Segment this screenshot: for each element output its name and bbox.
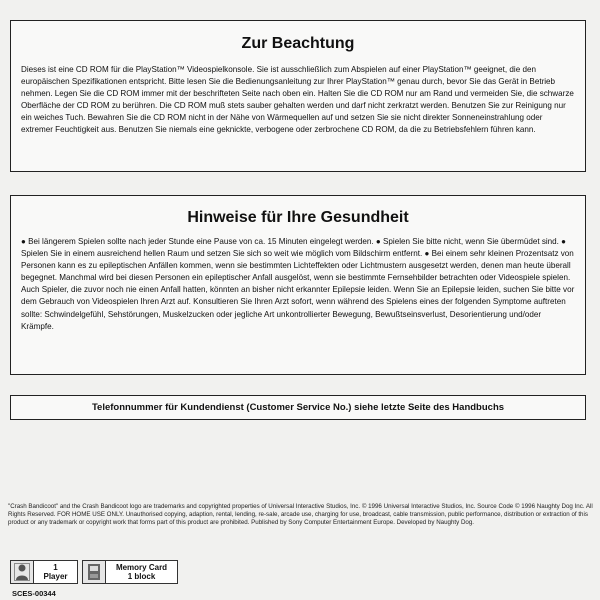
- product-code: SCES-00344: [12, 589, 56, 598]
- bullet-icon: ●: [424, 249, 430, 259]
- bullet-icon: ●: [561, 237, 567, 246]
- notice-text: Dieses ist eine CD ROM für die PlayStation™ Videospielkonsole. Sie ist ausschließlich zum Abspielen auf einer PlayStation™ geeignet, die den europäischen Spezifikationen entspricht. Bitte lesen Sie die Bedienungsanleitung zur Ihrer PlayStation™ genau durch, bevor Sie das Gerät in Betrieb nehmen. Legen Sie die CD ROM immer mit der beschrifteten Seite nach oben ein. Halten Sie die CD ROM nur am Rand und vermeiden Sie, die schwarze Oberfläche der CD ROM zu berühren. Die CD ROM muß stets sauber gehalten werden und darf nicht zerkratzt werden. Benutzen Sie zur Reinigung nur ein weiches Tuch. Bewahren Sie die CD ROM nicht in der Nähe von Wärmequellen auf und setzen Sie sie nicht direkter Sonneneinstrahlung oder extremer Feuchtigkeit aus. Benutzen Sie niemals eine geknickte, verbogene oder zerbrochene CD ROM, da die zu Betriebsfehlern führen kann.: [21, 65, 574, 135]
- bullet-icon: ●: [375, 237, 381, 246]
- customer-service-text: Telefonnummer für Kundendienst (Customer Service No.) siehe letzte Seite des Handbuchs: [91, 402, 505, 413]
- health-bullet-4: Bei einem sehr kleinen Prozentsatz von Personen kann es zu epileptischen Anfällen kommen, wenn sie bestimmten Lichteffekten oder Lichtmustern ausgesetzt werden, denen man heute überall begegnet. Manchmal wird bei diesen Personen ein epileptischer Anfall ausgelöst, wenn sie bestimmte Fernsehbilder betrachten oder Videospiele spielen. Auch Spieler, die zuvor noch nie einen Anfall hatten, könnten an bisher nicht erkannter Epilepsie leiden. Wenn Sie an Epilepsie leiden, suchen Sie bitte vor dem Gebrauch von Videospielen Ihren Arzt auf. Konsultieren Sie Ihren Arzt sofort, wenn während des Spielens eines der folgenden Symptome auftreten sollte: Schwindelgefühl, Sehstörungen, Muskelzucken oder jegliche Art unkontrollierter Bewegung, Bewußtseinsverlust, Desorientierung und/oder Krämpfe.: [21, 249, 575, 331]
- player-label: Player: [43, 572, 68, 581]
- memory-card-icon: [83, 561, 106, 583]
- health-text: [21, 236, 575, 333]
- notice-title: Zur Beachtung: [241, 35, 355, 52]
- memory-card-blocks: 1 block: [127, 572, 156, 581]
- health-bullet-2: Spielen Sie bitte nicht, wenn Sie übermüdet sind.: [383, 237, 559, 246]
- legal-text: "Crash Bandicoot" and the Crash Bandicoot logo are trademarks and copyrighted properties of Universal Interactive Studios, Inc. © 1996 Universal Interactive Studios, Inc. Source Code © 1996 Naughty Dog Inc. All Rights Reserved. FOR HOME USE ONLY. Unauthorised copying, adaption, rental, lending, re-sale, arcade use, charging for use, broadcast, cable transmission, public performance, distribution or extraction of this product or any trademark or copyright work that forms part of this product are prohibited. Published by Sony Computer Entertainment Europe. Developed by Naughty Dog.: [8, 503, 593, 527]
- memory-card-badge: [82, 560, 178, 584]
- customer-service-box: [10, 395, 586, 420]
- player-icon: [11, 561, 34, 583]
- health-bullet-3: Spielen Sie in einem ausreichend hellen Raum und setzen Sie sich so weit wie möglich vom Bildschirm entfernt.: [21, 249, 423, 259]
- health-title: Hinweise für Ihre Gesundheit: [187, 209, 409, 226]
- player-badge: [10, 560, 78, 584]
- health-bullet-1: Bei längerem Spielen sollte nach jeder Stunde eine Pause von ca. 15 Minuten eingelegt werden.: [28, 237, 374, 246]
- health-box: [10, 195, 586, 375]
- bullet-icon: ●: [21, 237, 26, 246]
- memory-card-label: Memory Card: [115, 563, 168, 572]
- notice-box: [10, 20, 586, 172]
- player-count: 1: [53, 563, 58, 572]
